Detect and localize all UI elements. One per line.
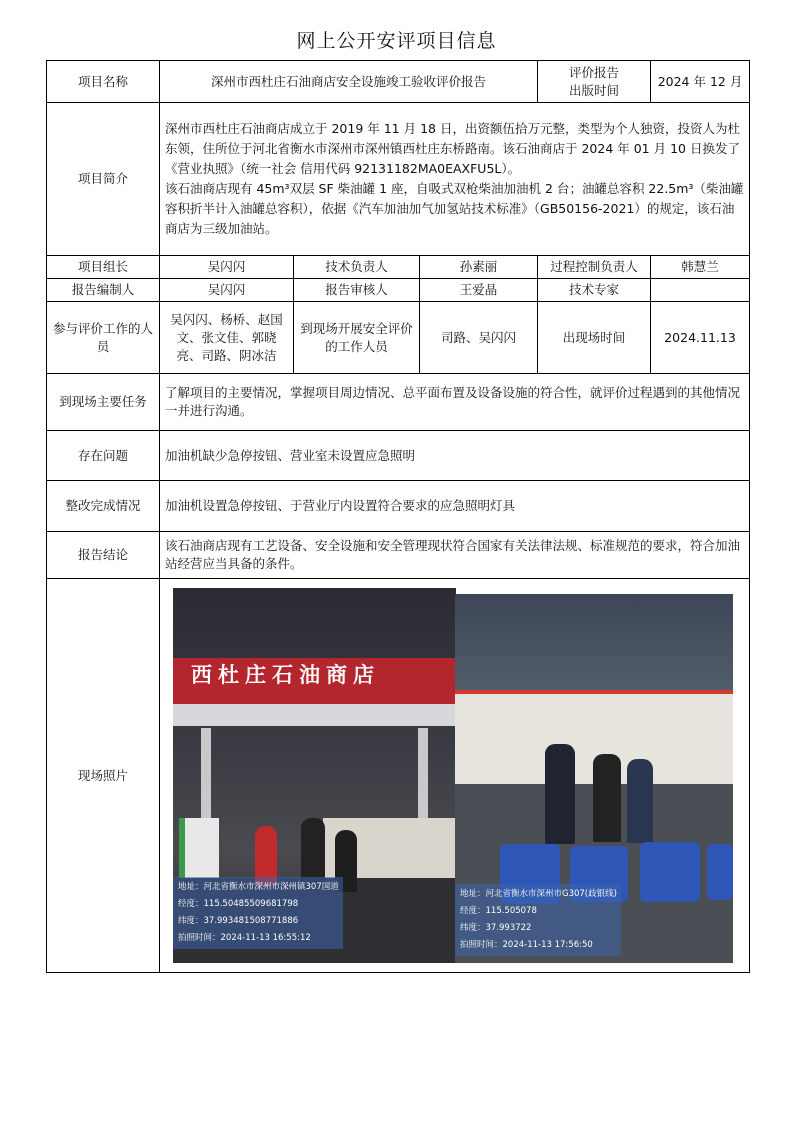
intro-label: 项目简介 xyxy=(47,103,160,256)
tech-lead-label: 技术负责人 xyxy=(294,256,420,279)
intro-paragraph-1: 深州市西杜庄石油商店成立于 2019 年 11 月 18 日，出资额伍拾万元整，类型为个人独资，投资人为杜东领，住所位于河北省衡水市深州市深州镇西杜庄东桥路南。该石油商店于 2024 年 01 月 10 日换发了《营业执照》（统一社会 信用代码 92131182MA0EAXFU5L）。 xyxy=(165,121,740,176)
editor-value: 吴闪闪 xyxy=(160,279,294,302)
photos-label: 现场照片 xyxy=(47,579,160,973)
site-photo-1 xyxy=(173,588,456,963)
person xyxy=(593,754,621,842)
fix-value: 加油机设置急停按钮、于营业厅内设置符合要求的应急照明灯具 xyxy=(160,481,750,532)
conclusion-value: 该石油商店现有工艺设备、安全设施和安全管理现状符合国家有关法律法规、标准规范的要求，符合加油站经营应当具备的条件。 xyxy=(160,532,750,579)
project-name-value: 深州市西杜庄石油商店安全设施竣工验收评价报告 xyxy=(160,61,538,103)
person xyxy=(545,744,575,844)
expert-value xyxy=(651,279,750,302)
onsite-staff-value: 司路、吴闪闪 xyxy=(420,302,538,374)
participants-value: 吴闪闪、杨桥、赵国文、张文佳、郭晓亮、司路、阴冰洁 xyxy=(160,302,294,374)
intro-paragraph-2: 该石油商店现有 45m³双层 SF 柴油罐 1 座，自吸式双枪柴油加油机 2 台；油罐总容积 22.5m³（柴油罐容积折半计入油罐总容积），依据《汽车加油加气加氢站技术标准》（GB50156-2021）的规定，该石油商店为三级加油站。 xyxy=(165,181,744,236)
task-label: 到现场主要任务 xyxy=(47,374,160,431)
waiting-chair xyxy=(707,844,733,900)
report-date-value: 2024 年 12 月 xyxy=(651,61,750,103)
editor-label: 报告编制人 xyxy=(47,279,160,302)
project-info-table xyxy=(46,60,750,973)
conclusion-label: 报告结论 xyxy=(47,532,160,579)
reviewer-label: 报告审核人 xyxy=(294,279,420,302)
leader-value: 吴闪闪 xyxy=(160,256,294,279)
site-photo-2 xyxy=(455,594,733,963)
photo-2-watermark: 地址：河北省衡水市深州市G307(歧银线) 经度：115.505078 纬度：37.993722 拍照时间：2024-11-13 17:56:50 xyxy=(455,884,621,956)
expert-label: 技术专家 xyxy=(538,279,651,302)
report-date-label: 评价报告 出版时间 xyxy=(538,61,651,103)
station-sign-text: 西杜庄石油商店 xyxy=(191,662,380,687)
onsite-staff-label: 到现场开展安全评价的工作人员 xyxy=(294,302,420,374)
reviewer-value: 王爱晶 xyxy=(420,279,538,302)
task-value: 了解项目的主要情况，掌握项目周边情况、总平面布置及设备设施的符合性，就评价过程遇到的其他情况一并进行沟通。 xyxy=(160,374,750,431)
participants-label: 参与评价工作的人员 xyxy=(47,302,160,374)
photo-1-watermark: 地址：河北省衡水市深州市深州镇307国道 经度：115.50485509681798 纬度：37.993481508771886 拍照时间：2024-11-13 16:55:12 xyxy=(173,877,343,949)
process-control-value: 韩慧兰 xyxy=(651,256,750,279)
page-title: 网上公开安评项目信息 xyxy=(296,30,497,52)
onsite-time-value: 2024.11.13 xyxy=(651,302,750,374)
project-name-label: 项目名称 xyxy=(47,61,160,103)
station-sign xyxy=(173,658,456,704)
problem-value: 加油机缺少急停按钮、营业室未设置应急照明 xyxy=(160,431,750,481)
person xyxy=(627,759,653,843)
leader-label: 项目组长 xyxy=(47,256,160,279)
process-control-label: 过程控制负责人 xyxy=(538,256,651,279)
tech-lead-value: 孙素丽 xyxy=(420,256,538,279)
onsite-time-label: 出现场时间 xyxy=(538,302,651,374)
problem-label: 存在问题 xyxy=(47,431,160,481)
fix-label: 整改完成情况 xyxy=(47,481,160,532)
waiting-chair xyxy=(640,842,700,902)
